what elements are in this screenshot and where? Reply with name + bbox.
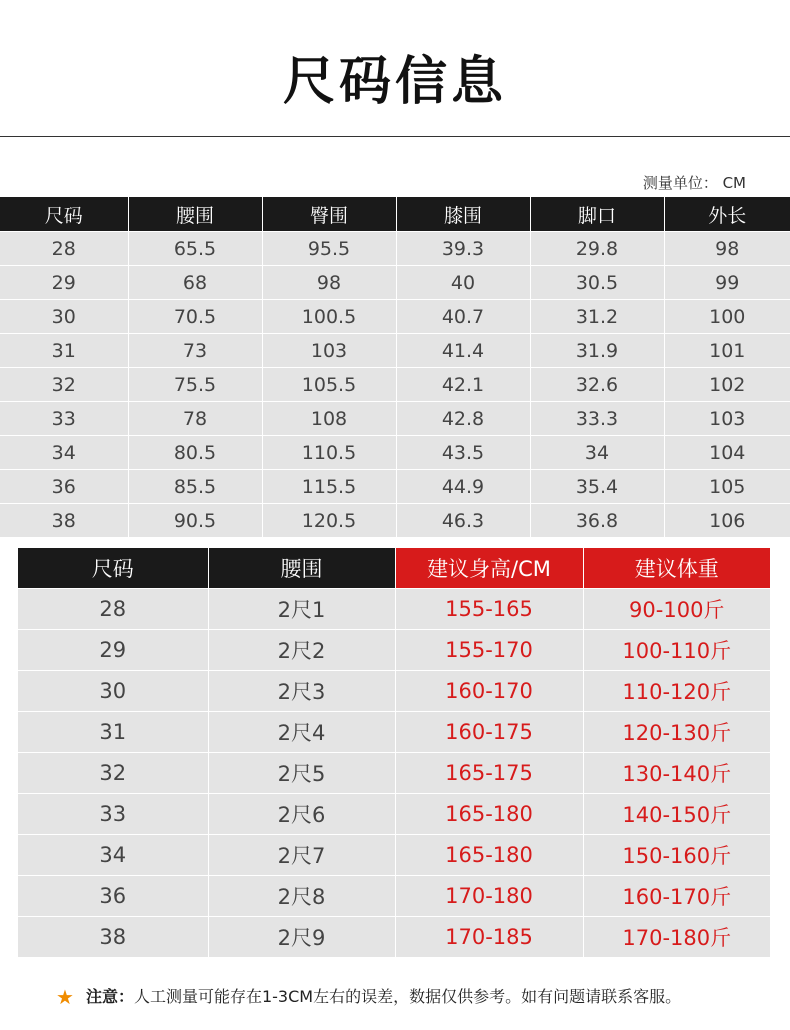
column-header-outseam: 外长 [664, 197, 790, 232]
column-header-size: 尺码 [18, 548, 208, 589]
cell-size: 32 [0, 368, 128, 402]
cell-leg-opening: 30.5 [530, 266, 664, 300]
cell-leg-opening: 35.4 [530, 470, 664, 504]
cell-waist: 68 [128, 266, 262, 300]
cell-suggested-weight: 90-100斤 [583, 589, 770, 630]
column-header-hip: 臀围 [262, 197, 396, 232]
cell-size: 28 [0, 232, 128, 266]
cell-knee: 41.4 [396, 334, 530, 368]
size-recommendation-table [18, 548, 770, 957]
cell-size: 30 [18, 671, 208, 712]
cell-waist: 2尺3 [208, 671, 395, 712]
table-row [0, 436, 790, 470]
page-title: 尺码信息 [282, 52, 507, 112]
cell-hip: 95.5 [262, 232, 396, 266]
cell-waist: 2尺1 [208, 589, 395, 630]
cell-knee: 46.3 [396, 504, 530, 538]
cell-size: 33 [0, 402, 128, 436]
cell-knee: 42.1 [396, 368, 530, 402]
cell-knee: 42.8 [396, 402, 530, 436]
cell-suggested-height: 155-165 [395, 589, 583, 630]
column-header-waist: 腰围 [128, 197, 262, 232]
cell-suggested-height: 170-185 [395, 917, 583, 958]
cell-outseam: 98 [664, 232, 790, 266]
table-row [18, 671, 770, 712]
table-header-row [18, 548, 770, 589]
measurement-unit: 测量单位： CM [642, 174, 746, 192]
cell-waist: 73 [128, 334, 262, 368]
cell-suggested-weight: 120-130斤 [583, 712, 770, 753]
cell-outseam: 105 [664, 470, 790, 504]
cell-waist: 2尺8 [208, 876, 395, 917]
cell-outseam: 103 [664, 402, 790, 436]
notice [56, 984, 681, 1009]
cell-waist: 2尺2 [208, 630, 395, 671]
table-row [0, 300, 790, 334]
cell-knee: 43.5 [396, 436, 530, 470]
cell-size: 31 [0, 334, 128, 368]
cell-leg-opening: 29.8 [530, 232, 664, 266]
cell-outseam: 100 [664, 300, 790, 334]
cell-size: 29 [0, 266, 128, 300]
table-row [18, 712, 770, 753]
table-row [18, 589, 770, 630]
cell-hip: 105.5 [262, 368, 396, 402]
notice-label: 注意： [85, 987, 134, 1006]
table-row [18, 835, 770, 876]
cell-knee: 40 [396, 266, 530, 300]
cell-outseam: 101 [664, 334, 790, 368]
cell-hip: 115.5 [262, 470, 396, 504]
cell-knee: 39.3 [396, 232, 530, 266]
cell-suggested-height: 160-175 [395, 712, 583, 753]
column-header-size: 尺码 [0, 197, 128, 232]
cell-hip: 120.5 [262, 504, 396, 538]
table-row [18, 630, 770, 671]
cell-suggested-weight: 140-150斤 [583, 794, 770, 835]
cell-waist: 78 [128, 402, 262, 436]
cell-knee: 40.7 [396, 300, 530, 334]
cell-outseam: 106 [664, 504, 790, 538]
cell-leg-opening: 36.8 [530, 504, 664, 538]
table-row [0, 402, 790, 436]
cell-waist: 65.5 [128, 232, 262, 266]
cell-leg-opening: 32.6 [530, 368, 664, 402]
cell-outseam: 102 [664, 368, 790, 402]
cell-knee: 44.9 [396, 470, 530, 504]
cell-suggested-height: 170-180 [395, 876, 583, 917]
table-row [18, 876, 770, 917]
cell-hip: 103 [262, 334, 396, 368]
title-divider [0, 136, 790, 137]
table-row [0, 334, 790, 368]
cell-size: 28 [18, 589, 208, 630]
cell-suggested-weight: 170-180斤 [583, 917, 770, 958]
cell-size: 34 [18, 835, 208, 876]
cell-hip: 98 [262, 266, 396, 300]
cell-suggested-height: 155-170 [395, 630, 583, 671]
column-header-suggested-height: 建议身高/CM [395, 548, 583, 589]
cell-size: 34 [0, 436, 128, 470]
cell-hip: 100.5 [262, 300, 396, 334]
column-header-waist: 腰围 [208, 548, 395, 589]
cell-size: 30 [0, 300, 128, 334]
table-row [0, 470, 790, 504]
cell-suggested-weight: 150-160斤 [583, 835, 770, 876]
cell-waist: 75.5 [128, 368, 262, 402]
cell-size: 31 [18, 712, 208, 753]
cell-suggested-height: 165-180 [395, 835, 583, 876]
cell-hip: 108 [262, 402, 396, 436]
cell-waist: 90.5 [128, 504, 262, 538]
cell-suggested-height: 165-175 [395, 753, 583, 794]
cell-outseam: 104 [664, 436, 790, 470]
cell-waist: 2尺6 [208, 794, 395, 835]
cell-suggested-height: 165-180 [395, 794, 583, 835]
table-row [18, 917, 770, 958]
cell-suggested-height: 160-170 [395, 671, 583, 712]
table-row [0, 504, 790, 538]
cell-size: 29 [18, 630, 208, 671]
cell-size: 38 [0, 504, 128, 538]
cell-outseam: 99 [664, 266, 790, 300]
cell-hip: 110.5 [262, 436, 396, 470]
table-row [18, 794, 770, 835]
cell-size: 32 [18, 753, 208, 794]
table-row [0, 232, 790, 266]
cell-size: 38 [18, 917, 208, 958]
column-header-leg-opening: 脚口 [530, 197, 664, 232]
cell-size: 36 [18, 876, 208, 917]
cell-waist: 70.5 [128, 300, 262, 334]
column-header-suggested-weight: 建议体重 [583, 548, 770, 589]
column-header-knee: 膝围 [396, 197, 530, 232]
cell-leg-opening: 31.9 [530, 334, 664, 368]
cell-suggested-weight: 130-140斤 [583, 753, 770, 794]
cell-leg-opening: 34 [530, 436, 664, 470]
cell-waist: 2尺9 [208, 917, 395, 958]
cell-size: 36 [0, 470, 128, 504]
notice-text: 人工测量可能存在1-3CM左右的误差，数据仅供参考。如有问题请联系客服。 [133, 987, 682, 1006]
cell-leg-opening: 33.3 [530, 402, 664, 436]
cell-waist: 2尺5 [208, 753, 395, 794]
table-row [0, 266, 790, 300]
table-row [18, 753, 770, 794]
cell-suggested-weight: 160-170斤 [583, 876, 770, 917]
cell-waist: 2尺7 [208, 835, 395, 876]
cell-waist: 2尺4 [208, 712, 395, 753]
star-icon: ★ [56, 985, 74, 1009]
cell-suggested-weight: 110-120斤 [583, 671, 770, 712]
table-header-row [0, 197, 790, 232]
cell-size: 33 [18, 794, 208, 835]
cell-leg-opening: 31.2 [530, 300, 664, 334]
table-row [0, 368, 790, 402]
cell-waist: 80.5 [128, 436, 262, 470]
cell-waist: 85.5 [128, 470, 262, 504]
size-measurement-table [0, 197, 790, 538]
cell-suggested-weight: 100-110斤 [583, 630, 770, 671]
